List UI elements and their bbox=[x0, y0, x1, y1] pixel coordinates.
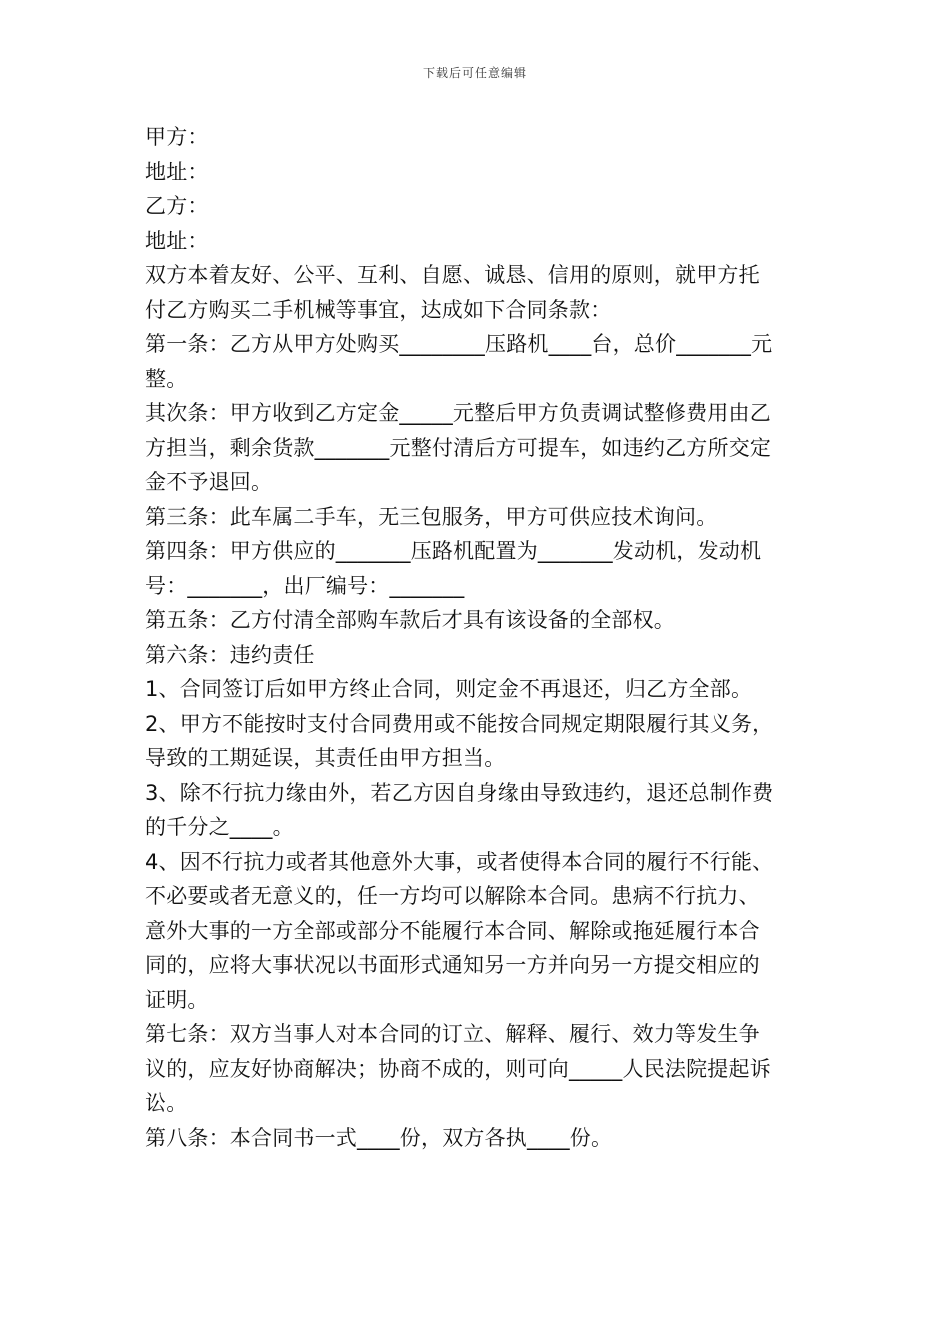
article-7-line: 议的，应友好协商解决；协商不成的，则可向_____人民法院提起诉 bbox=[145, 1056, 771, 1081]
article-2-line: 方担当，剩余货款_______元整付清后方可提车，如违约乙方所交定 bbox=[145, 435, 772, 460]
clause-1-line: 1、合同签订后如甲方终止合同，则定金不再退还，归乙方全部。 bbox=[145, 677, 753, 701]
preamble-line: 付乙方购买二手机械等事宜，达成如下合同条款： bbox=[145, 297, 612, 322]
article-6-heading: 第六条：违约责任 bbox=[145, 642, 315, 667]
party-b-address-line: 地址： bbox=[145, 228, 209, 253]
clause-3-line: 3、除不行抗力缘由外，若乙方因自身缘由导致违约，退还总制作费 bbox=[145, 780, 774, 805]
article-1-line: 第一条：乙方从甲方处购买________压路机____台，总价_______元 bbox=[145, 332, 773, 356]
article-8-line: 第八条：本合同书一式____份，双方各执____份。 bbox=[145, 1125, 613, 1150]
page-header: 下载后可任意编辑 bbox=[422, 66, 527, 80]
party-a-line: 甲方： bbox=[145, 125, 209, 149]
party-a-address-line: 地址： bbox=[145, 159, 209, 184]
article-5-line: 第五条：乙方付清全部购车款后才具有该设备的全部权。 bbox=[145, 608, 675, 632]
preamble-line: 双方本着友好、公平、互利、自愿、诚恳、信用的原则，就甲方托 bbox=[145, 263, 760, 287]
article-7-line: 讼。 bbox=[145, 1091, 188, 1115]
article-3-line: 第三条：此车属二手车，无三包服务，甲方可供应技术询问。 bbox=[145, 504, 718, 529]
article-2-line: 金不予退回。 bbox=[145, 470, 273, 494]
clause-4-line: 4、因不行抗力或者其他意外大事，或者使得本合同的履行不行能、 bbox=[145, 849, 774, 874]
clause-3-line: 的千分之____。 bbox=[145, 815, 294, 839]
article-4-line: 号：_______，出厂编号：_______ bbox=[145, 573, 465, 598]
clause-4-line: 不必要或者无意义的，任一方均可以解除本合同。患病不行抗力、 bbox=[145, 884, 760, 908]
article-1-line: 整。 bbox=[145, 366, 188, 391]
clause-2-line: 2、甲方不能按时支付合同费用或不能按合同规定期限履行其义务， bbox=[145, 711, 774, 736]
article-7-line: 第七条：双方当事人对本合同的订立、解释、履行、效力等发生争 bbox=[145, 1022, 760, 1046]
clause-4-line: 意外大事的一方全部或部分不能履行本合同、解除或拖延履行本合 bbox=[145, 918, 760, 943]
article-4-line: 第四条：甲方供应的_______压路机配置为_______发动机，发动机 bbox=[145, 539, 762, 563]
contract-body bbox=[145, 120, 810, 1155]
clause-4-line: 证明。 bbox=[145, 987, 209, 1012]
clause-4-line: 同的，应将大事状况以书面形式通知另一方并向另一方提交相应的 bbox=[145, 953, 760, 977]
article-2-line: 其次条：甲方收到乙方定金_____元整后甲方负责调试整修费用由乙 bbox=[145, 401, 771, 425]
party-b-line: 乙方： bbox=[145, 194, 209, 218]
clause-2-line: 导致的工期延误，其责任由甲方担当。 bbox=[145, 746, 506, 770]
